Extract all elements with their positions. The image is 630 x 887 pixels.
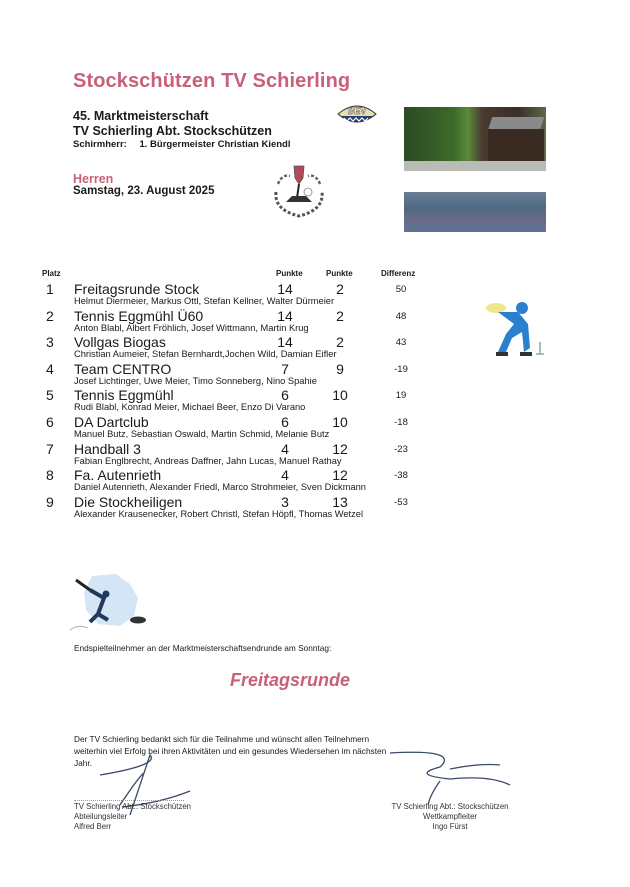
points-against: 13 [332,493,348,510]
rank: 6 [46,413,54,430]
team-name: DA Dartclub [74,413,149,430]
team-name: Team CENTRO [74,360,172,377]
points-for: 4 [281,440,289,457]
team-name: Freitagsrunde Stock [74,281,200,297]
svg-text:BEV: BEV [347,106,367,116]
players: Daniel Autenrieth, Alexander Friedl, Marco Strohmeier, Sven Dickmann [74,482,366,493]
points-against: 12 [332,440,348,457]
difference: 50 [395,284,407,295]
rank: 3 [46,334,54,351]
points-for: 3 [281,493,289,510]
team-name: Tennis Eggmühl Ü60 [74,307,204,324]
clubhouse-photo [404,107,546,171]
stock-lane-photo [404,192,546,232]
points-against: 10 [332,413,348,430]
organizer: TV Schierling Abt. Stockschützen [73,124,272,138]
players: Fabian Englbrecht, Andreas Daffner, Jahn Lucas, Manuel Rathay [74,455,342,466]
difference: -18 [394,416,408,428]
team-name: Vollgas Biogas [74,334,166,351]
rank: 5 [46,387,54,404]
ground-shape [404,161,546,171]
stock-thrower-icon [478,298,558,362]
signer-role: Abteilungsleiter [74,812,128,821]
rank: 9 [46,493,54,510]
signer-name: Alfred Berr [74,822,112,831]
difference: 19 [395,390,407,402]
points-for: 14 [277,334,293,351]
difference: -53 [394,496,408,508]
rank: 2 [46,307,54,324]
points-against: 9 [336,360,344,377]
players: Anton Blabl, Albert Fröhlich, Josef Wittmann, Martin Krug [74,322,309,333]
page-title: Stockschützen TV Schierling [73,70,351,92]
difference: -23 [394,443,408,455]
patron-name: 1. Bürgermeister Christian Kiendl [139,139,291,150]
header-points-for: Punkte [276,269,303,278]
table-row [40,414,440,441]
table-row [40,387,440,414]
points-for: 7 [281,360,289,377]
players: Helmut Diermeier, Markus Ottl, Stefan Kellner, Walter Dürmeier [74,296,335,306]
signature-block-left [74,802,191,832]
bev-logo-icon [336,100,378,130]
points-for: 14 [277,281,293,297]
table-row [40,441,440,468]
players: Christian Aumeier, Stefan Bernhardt,Jochen Wild, Damian Eifler [74,349,337,360]
signer-name: Ingo Fürst [432,822,468,831]
team-name: Tennis Eggmühl [74,387,174,404]
table-row [40,281,440,308]
table-row [40,361,440,388]
players: Manuel Butz, Sebastian Oswald, Martin Schmid, Melanie Butz [74,428,330,439]
players: Rudi Blabl, Konrad Meier, Michael Beer, Enzo Di Varano [74,402,306,413]
difference: 43 [395,337,407,349]
thank-you-text: Der TV Schierling bedankt sich für die Teilnahme und wünscht allen Teilnehmern weiterhin viel Erfolg bei ihren Aktivitäten und ein gesundes Wiedersehen im nächsten Jahr. [74,734,387,768]
rank: 4 [46,360,54,377]
points-against: 10 [332,387,348,404]
category-label: Herren [73,172,114,186]
stock-player-map-icon [68,570,158,636]
patron-label: Schirmherr: [73,139,127,150]
table-row [40,334,440,361]
difference: -19 [394,363,408,375]
signature-line [74,800,184,801]
team-name: Die Stockheiligen [74,493,183,510]
header-rank: Platz [42,269,61,278]
points-against: 2 [336,281,344,297]
results-table [40,281,440,520]
points-for: 6 [281,387,289,404]
event-title: 45. Marktmeisterschaft [73,109,209,123]
rank: 7 [46,440,54,457]
table-row [40,494,440,521]
points-against: 2 [336,334,344,351]
points-against: 12 [332,467,348,484]
rank: 1 [46,281,54,297]
final-participants-note: Endspielteilnehmer an der Marktmeisterschaftsendrunde am Sonntag: [74,643,332,653]
final-participant-team: Freitagsrunde [230,670,351,690]
players: Josef Lichtinger, Uwe Meier, Timo Sonneberg, Nino Spahie [74,375,317,386]
event-date: Samstag, 23. August 2025 [73,185,215,197]
signer-org: TV Schierling Abt.: Stockschützen [74,802,192,811]
difference: 48 [395,310,407,322]
signature-block-right [380,802,520,832]
wall-shape [488,129,544,161]
points-for: 14 [277,307,293,324]
club-emblem-icon [268,162,330,220]
points-against: 2 [336,307,344,324]
table-row [40,308,440,335]
team-name: Handball 3 [74,440,141,457]
points-for: 6 [281,413,289,430]
table-row [40,467,440,494]
difference: -38 [394,470,408,482]
points-for: 4 [281,467,289,484]
players: Alexander Krausenecker, Robert Christl, Stefan Höpfl, Thomas Wetzel [74,508,364,519]
rank: 8 [46,467,54,484]
header-points-against: Punkte [326,269,353,278]
team-name: Fa. Autenrieth [74,467,162,484]
patron-line [73,139,290,150]
signer-role: Wettkampfleiter [422,812,478,821]
signer-org: TV Schierling Abt.: Stockschützen [391,802,509,811]
header-difference: Differenz [381,269,416,278]
